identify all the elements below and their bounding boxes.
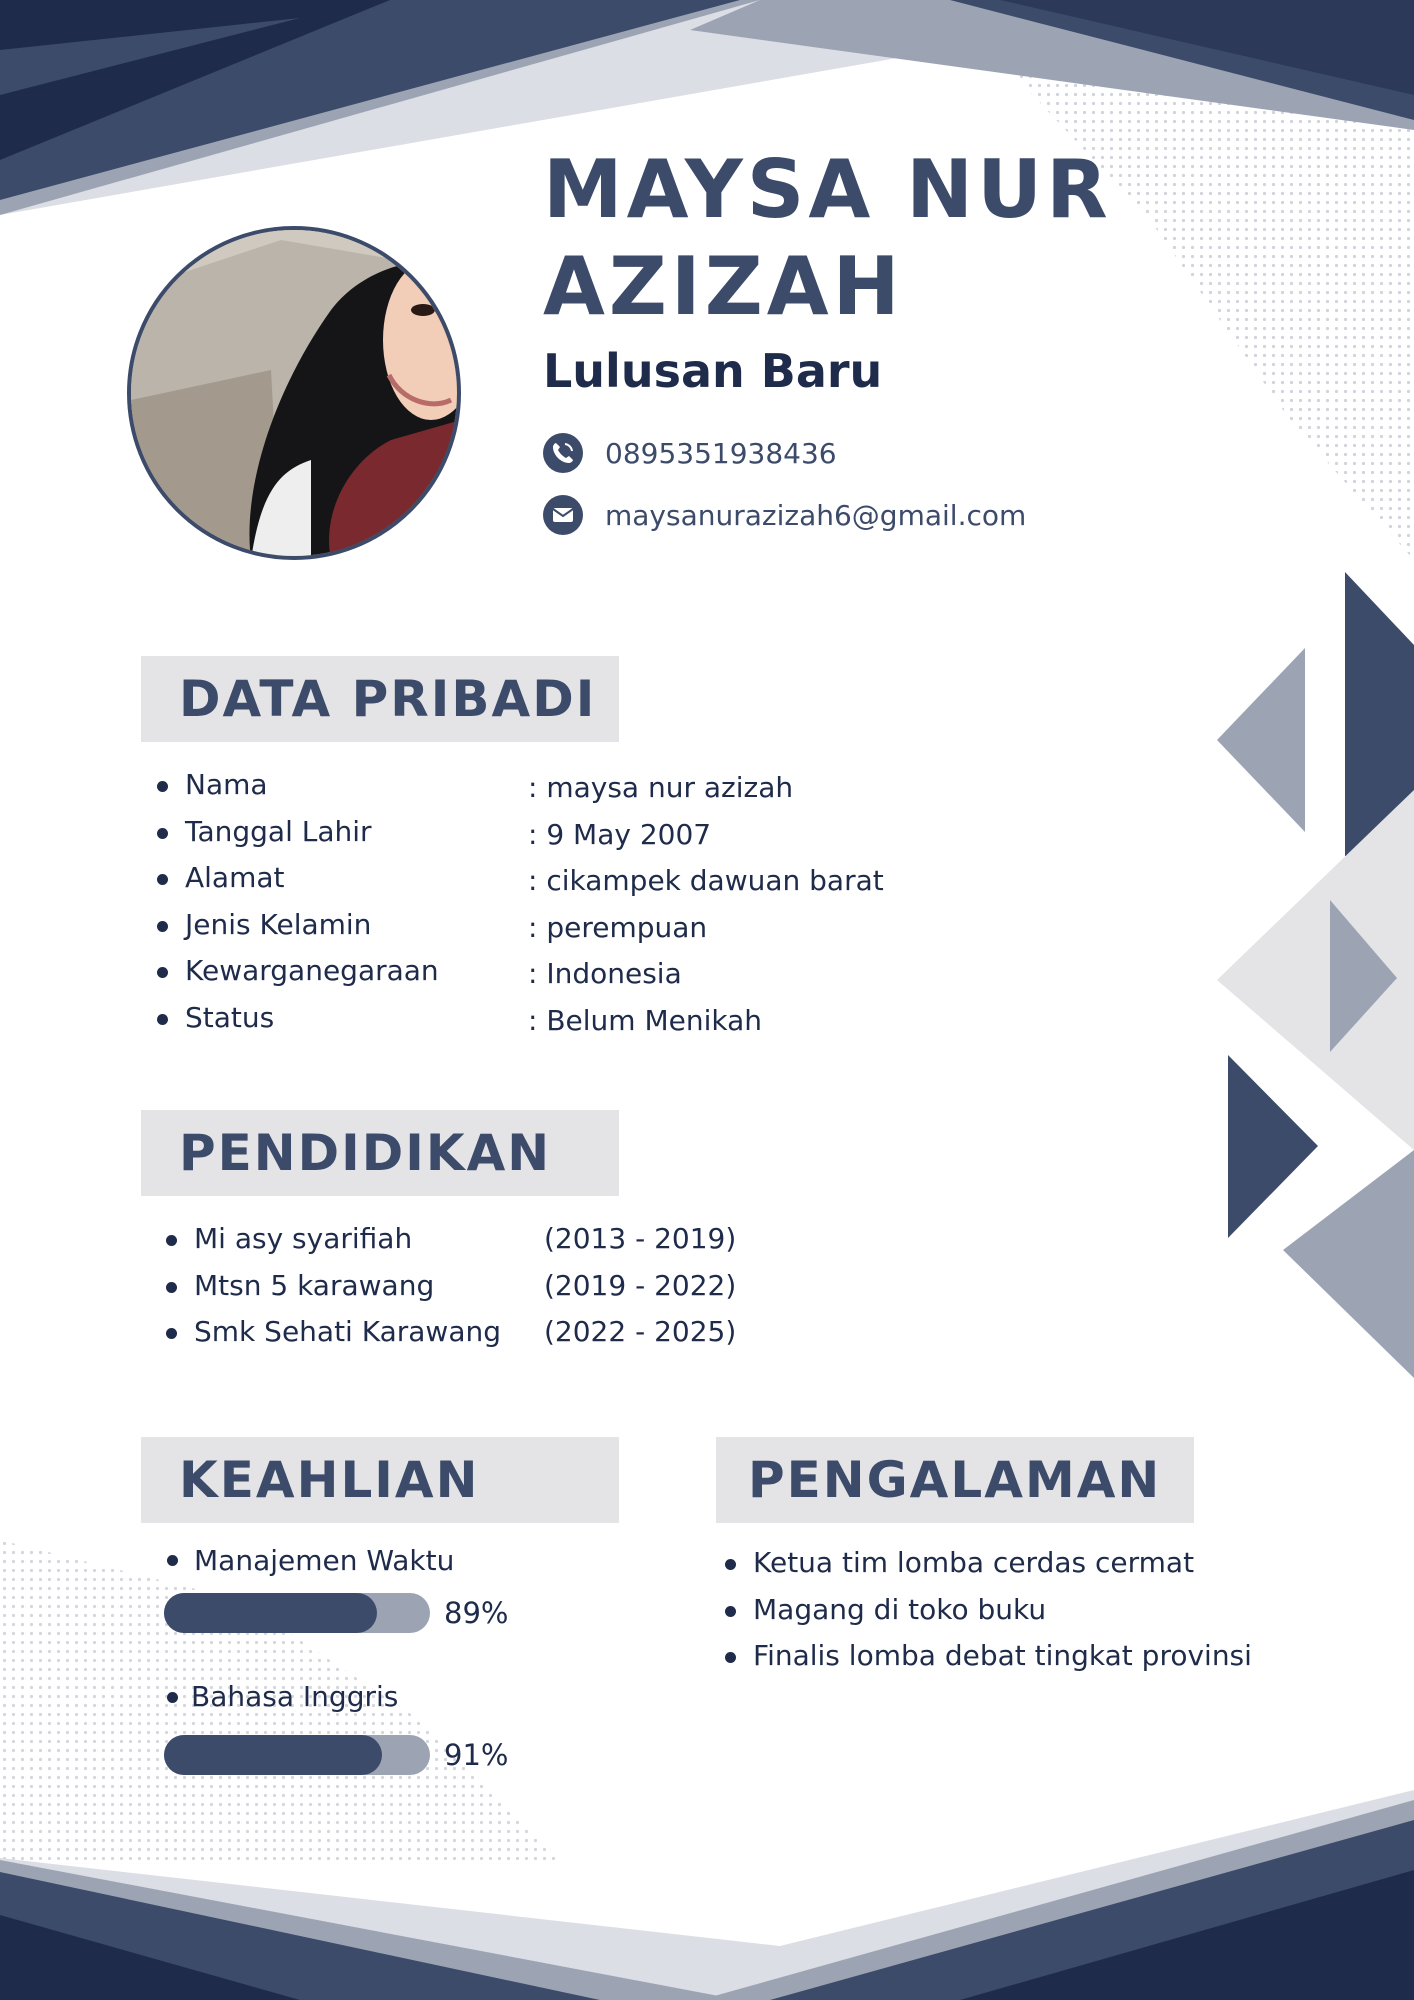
- personal-value: : Belum Menikah: [528, 1003, 763, 1037]
- skills-title: KEAHLIAN: [179, 1451, 480, 1509]
- experience-list: [725, 1540, 1365, 1680]
- bullet: [157, 1014, 168, 1025]
- skill-progress-bar: [164, 1593, 430, 1633]
- bullet: [166, 1235, 177, 1246]
- bullet: [725, 1606, 736, 1617]
- personal-label: Tanggal Lahir: [185, 814, 372, 848]
- experience-text: Finalis lomba debat tingkat provinsi: [753, 1639, 1252, 1672]
- bullet: [157, 921, 168, 932]
- personal-row: [157, 902, 957, 949]
- education-row: [166, 1216, 866, 1263]
- school-years: (2013 - 2019): [544, 1222, 737, 1255]
- education-row: [166, 1309, 866, 1356]
- personal-label: Alamat: [185, 861, 285, 894]
- skill-percent: 89%: [444, 1596, 509, 1630]
- experience-header: [716, 1437, 1194, 1523]
- bullet: [157, 828, 168, 839]
- name-line-1: MAYSA NUR: [543, 143, 1112, 236]
- personal-label: Kewarganegaraan: [185, 954, 439, 987]
- experience-item: [725, 1587, 1365, 1634]
- personal-value: : cikampek dawuan barat: [528, 864, 884, 897]
- bullet: [725, 1559, 736, 1570]
- bullet: [157, 967, 168, 978]
- bullet: [167, 1555, 178, 1566]
- experience-item: [725, 1633, 1365, 1680]
- skill-label: Bahasa Inggris: [191, 1680, 399, 1713]
- personal-label: Jenis Kelamin: [185, 907, 372, 941]
- bullet: [157, 781, 168, 792]
- personal-label: Nama: [185, 768, 268, 801]
- personal-row: [157, 809, 957, 856]
- job-title: Lulusan Baru: [543, 344, 883, 398]
- personal-label: Status: [185, 1000, 275, 1034]
- education-list: [166, 1216, 866, 1356]
- education-header: [141, 1110, 619, 1196]
- personal-data-list: [157, 762, 957, 1041]
- bullet: [166, 1282, 177, 1293]
- phone-contact: [543, 433, 837, 473]
- school-name: Mtsn 5 karawang: [194, 1268, 435, 1302]
- experience-title: PENGALAMAN: [748, 1451, 1162, 1509]
- personal-data-header: [141, 656, 619, 742]
- skill-progress-fill: [164, 1735, 382, 1775]
- education-title: PENDIDIKAN: [179, 1124, 552, 1182]
- school-years: (2019 - 2022): [544, 1268, 737, 1302]
- personal-row: [157, 855, 957, 902]
- bullet: [167, 1692, 178, 1703]
- email-contact: [543, 495, 1026, 535]
- profile-photo: [127, 226, 461, 560]
- skill-percent: 91%: [444, 1738, 509, 1772]
- education-row: [166, 1263, 866, 1310]
- personal-data-title: DATA PRIBADI: [179, 670, 597, 728]
- skills-header: [141, 1437, 619, 1523]
- school-years: (2022 - 2025): [544, 1315, 737, 1348]
- personal-row: [157, 948, 957, 995]
- personal-value: : Indonesia: [528, 957, 682, 990]
- email-icon: [543, 495, 583, 535]
- personal-value: : 9 May 2007: [528, 817, 712, 851]
- bullet: [157, 874, 168, 885]
- phone-number: 0895351938436: [605, 436, 837, 470]
- personal-value: : perempuan: [528, 910, 708, 944]
- bullet: [725, 1652, 736, 1663]
- skill-label: Manajemen Waktu: [194, 1544, 455, 1577]
- skill-progress-fill: [164, 1593, 377, 1633]
- personal-row: [157, 762, 957, 809]
- phone-icon: [543, 433, 583, 473]
- personal-value: : maysa nur azizah: [528, 771, 794, 804]
- skill-progress-bar: [164, 1735, 430, 1775]
- personal-row: [157, 995, 957, 1042]
- experience-item: [725, 1540, 1365, 1587]
- school-name: Smk Sehati Karawang: [194, 1315, 502, 1348]
- name-line-2: AZIZAH: [543, 240, 904, 333]
- experience-text: Ketua tim lomba cerdas cermat: [753, 1546, 1195, 1579]
- bullet: [166, 1328, 177, 1339]
- email-address[interactable]: maysanurazizah6@gmail.com: [605, 498, 1027, 532]
- school-name: Mi asy syarifiah: [194, 1222, 413, 1255]
- experience-text: Magang di toko buku: [753, 1592, 1047, 1626]
